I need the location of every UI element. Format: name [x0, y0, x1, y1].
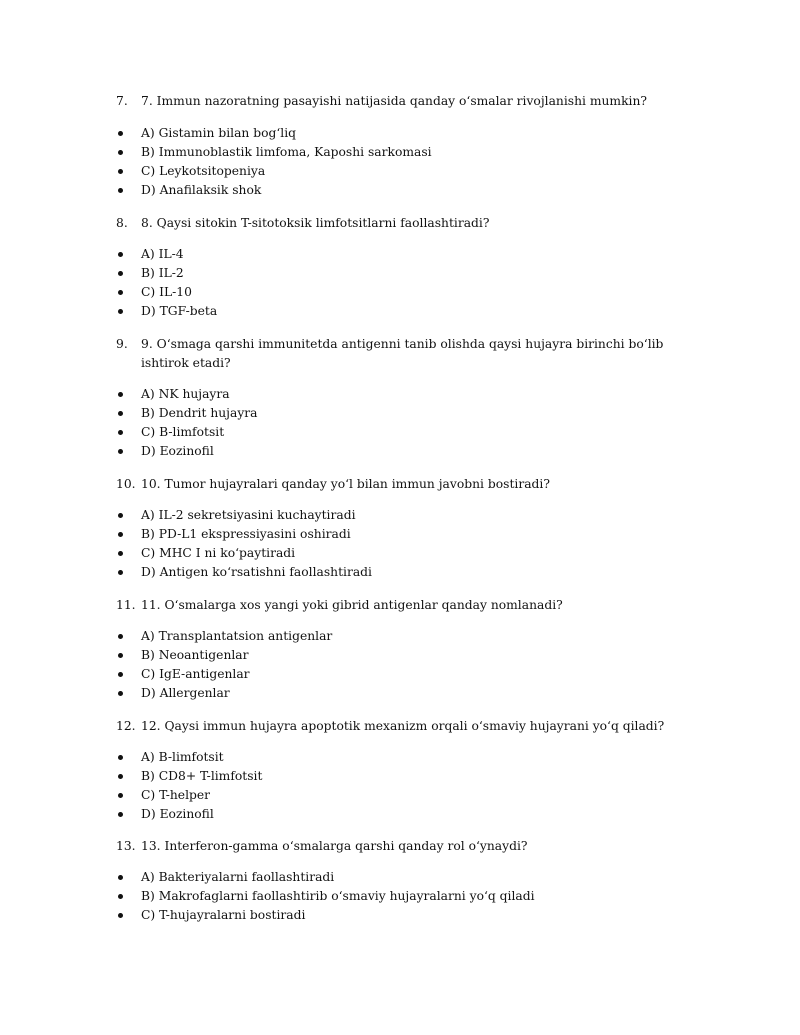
- list-item: A) Gistamin bilan bog‘liq: [116, 124, 432, 143]
- bullet-icon: [118, 188, 123, 193]
- bullet-icon: [118, 691, 123, 696]
- bullet-icon: [118, 570, 123, 575]
- list-item: B) PD-L1 ekspressiyasini oshiradi: [116, 525, 372, 544]
- list-item: C) IgE-antigenlar: [116, 665, 332, 684]
- question-number: 11.: [116, 598, 136, 612]
- bullet-icon: [118, 449, 123, 454]
- list-item: B) CD8+ T-limfotsit: [116, 767, 262, 786]
- question-text: 13. Interferon-gamma o‘smalarga qarshi qanday rol o‘ynaydi?: [141, 839, 528, 853]
- option-list: [116, 868, 535, 925]
- bullet-icon: [118, 430, 123, 435]
- option-list: [116, 627, 332, 703]
- option-list: [116, 245, 217, 321]
- list-item: D) Anafilaksik shok: [116, 181, 432, 200]
- question-number: 10.: [116, 477, 136, 491]
- bullet-icon: [118, 551, 123, 556]
- question-text: 12. Qaysi immun hujayra apoptotik mexanizm orqali o‘smaviy hujayrani yo‘q qiladi?: [141, 719, 665, 733]
- option-list: [116, 506, 372, 582]
- question-text: 8. Qaysi sitokin T-sitotoksik limfotsitlarni faollashtiradi?: [141, 216, 490, 230]
- question-number: 8.: [116, 216, 128, 230]
- bullet-icon: [118, 672, 123, 677]
- question-7: [116, 92, 696, 111]
- list-item: C) T-hujayralarni bostiradi: [116, 906, 535, 925]
- list-item: C) MHC I ni ko‘paytiradi: [116, 544, 372, 563]
- bullet-icon: [118, 774, 123, 779]
- list-item: D) Eozinofil: [116, 442, 257, 461]
- list-item: A) Bakteriyalarni faollashtiradi: [116, 868, 535, 887]
- list-item: B) Neoantigenlar: [116, 646, 332, 665]
- list-item: D) Allergenlar: [116, 684, 332, 703]
- list-item: C) B-limfotsit: [116, 423, 257, 442]
- list-item: C) Leykotsitopeniya: [116, 162, 432, 181]
- option-list: [116, 124, 432, 200]
- question-10: [116, 475, 696, 494]
- list-item: A) IL-4: [116, 245, 217, 264]
- list-item: A) NK hujayra: [116, 385, 257, 404]
- list-item: B) Dendrit hujayra: [116, 404, 257, 423]
- list-item: D) Eozinofil: [116, 805, 262, 824]
- list-item: A) Transplantatsion antigenlar: [116, 627, 332, 646]
- bullet-icon: [118, 271, 123, 276]
- bullet-icon: [118, 913, 123, 918]
- bullet-icon: [118, 290, 123, 295]
- list-item: C) IL-10: [116, 283, 217, 302]
- question-8: [116, 214, 696, 233]
- list-item: B) IL-2: [116, 264, 217, 283]
- bullet-icon: [118, 252, 123, 257]
- bullet-icon: [118, 513, 123, 518]
- list-item: C) T-helper: [116, 786, 262, 805]
- list-item: D) Antigen ko‘rsatishni faollashtiradi: [116, 563, 372, 582]
- bullet-icon: [118, 150, 123, 155]
- bullet-icon: [118, 131, 123, 136]
- question-number: 9.: [116, 337, 128, 351]
- question-text: 11. O‘smalarga xos yangi yoki gibrid antigenlar qanday nomlanadi?: [141, 598, 563, 612]
- bullet-icon: [118, 875, 123, 880]
- bullet-icon: [118, 812, 123, 817]
- option-list: [116, 385, 257, 461]
- list-item: A) IL-2 sekretsiyasini kuchaytiradi: [116, 506, 372, 525]
- bullet-icon: [118, 653, 123, 658]
- bullet-icon: [118, 169, 123, 174]
- question-text: 9. O‘smaga qarshi immunitetda antigenni tanib olishda qaysi hujayra birinchi bo‘lib ishtirok etadi?: [141, 337, 664, 370]
- question-13: [116, 837, 696, 856]
- question-text: 10. Tumor hujayralari qanday yo‘l bilan immun javobni bostiradi?: [141, 477, 550, 491]
- list-item: A) B-limfotsit: [116, 748, 262, 767]
- question-11: [116, 596, 696, 615]
- bullet-icon: [118, 392, 123, 397]
- bullet-icon: [118, 793, 123, 798]
- list-item: B) Immunoblastik limfoma, Kaposhi sarkomasi: [116, 143, 432, 162]
- bullet-icon: [118, 894, 123, 899]
- question-12: [116, 717, 696, 736]
- list-item: B) Makrofaglarni faollashtirib o‘smaviy hujayralarni yo‘q qiladi: [116, 887, 535, 906]
- question-number: 12.: [116, 719, 136, 733]
- bullet-icon: [118, 634, 123, 639]
- bullet-icon: [118, 755, 123, 760]
- bullet-icon: [118, 532, 123, 537]
- question-9: [116, 335, 696, 373]
- question-text: 7. Immun nazoratning pasayishi natijasida qanday o‘smalar rivojlanishi mumkin?: [141, 94, 647, 108]
- list-item: D) TGF-beta: [116, 302, 217, 321]
- option-list: [116, 748, 262, 824]
- question-number: 13.: [116, 839, 136, 853]
- bullet-icon: [118, 309, 123, 314]
- question-number: 7.: [116, 94, 128, 108]
- bullet-icon: [118, 411, 123, 416]
